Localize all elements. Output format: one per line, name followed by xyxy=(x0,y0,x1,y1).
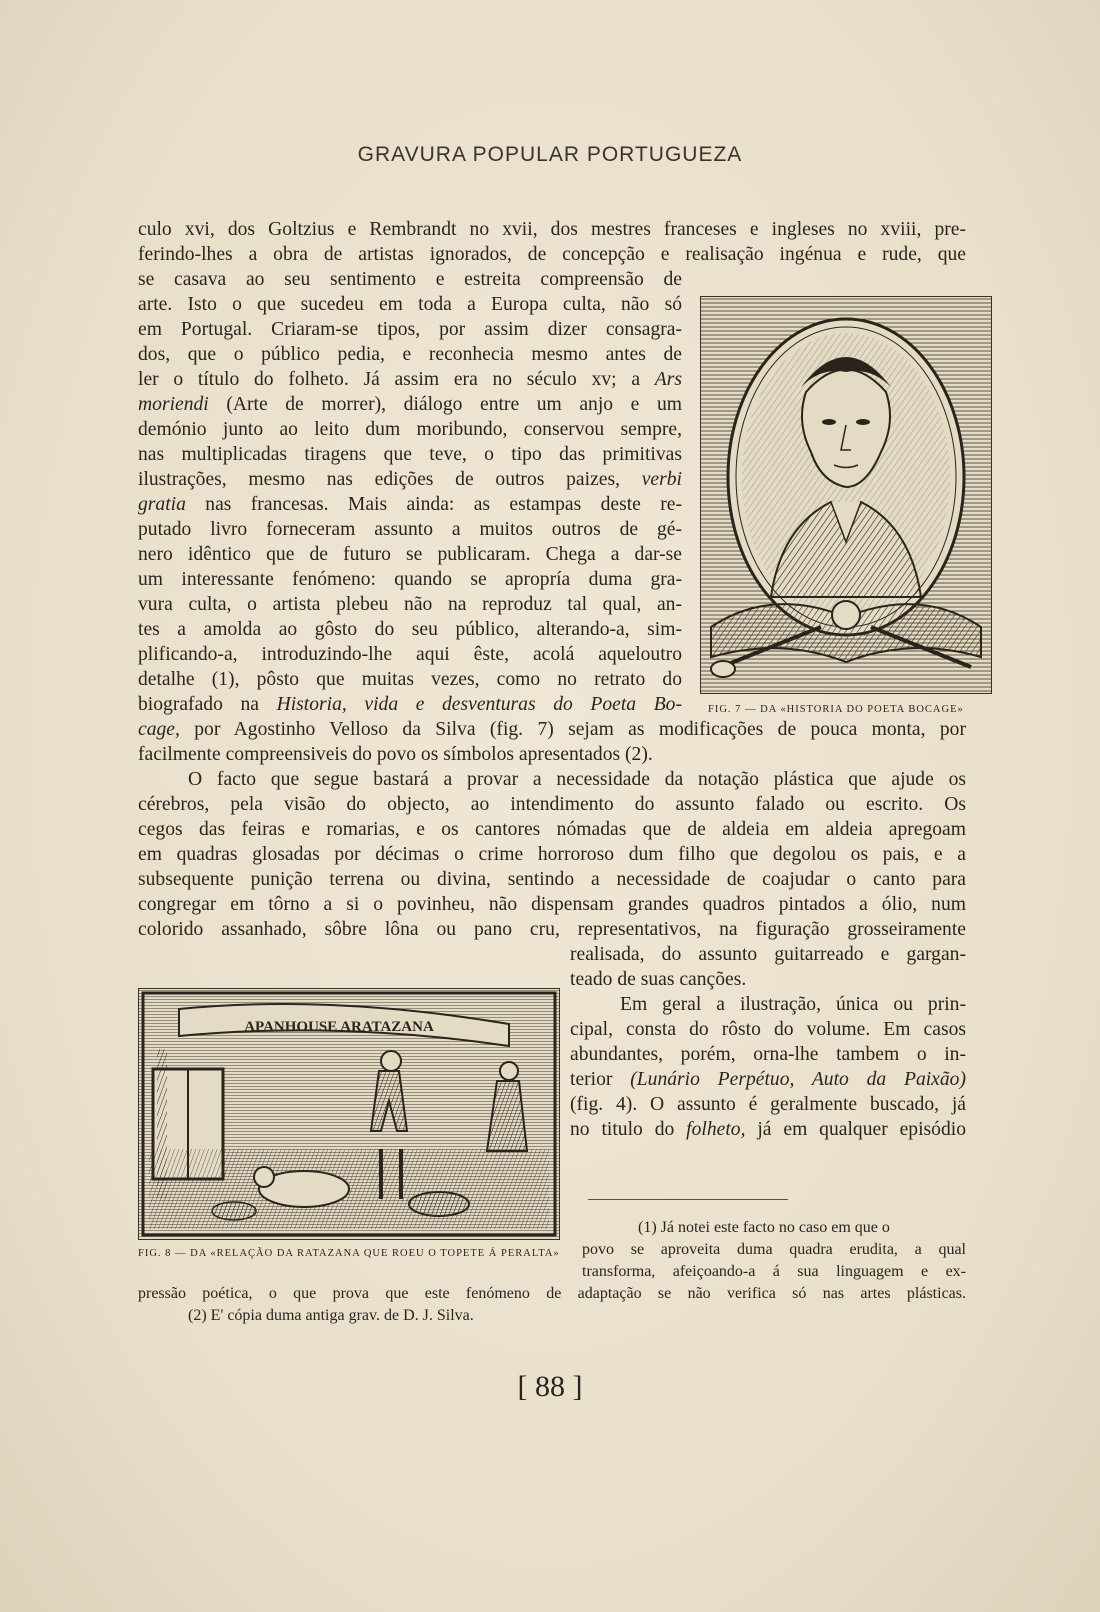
body-line: cérebros, pela visão do objecto, ao intendimento do assunto falado ou escrito. Os xyxy=(138,794,966,815)
footnote: pressão poética, o que prova que este fenómeno de adaptação se não verifica só nas artes plásticas. xyxy=(138,1285,966,1302)
body-line: colorido assanhado, sôbre lôna ou pano cru, representativos, na figuração grosseiramente xyxy=(138,919,966,940)
figure-8-caption: FIG. 8 — DA «RELAÇÃO DA RATAZANA QUE ROEU O TOPETE Á PERALTA» xyxy=(138,1248,560,1259)
body-line: cegos das feiras e romarias, e os cantores nómadas que de aldeia em aldeia apregoam xyxy=(138,819,966,840)
body-line: arte. Isto o que sucedeu em toda a Europa culta, não só xyxy=(138,294,682,315)
body-line: nero idêntico que de futuro se publicaram. Chega a dar-se xyxy=(138,544,682,565)
body-line: biografado na Historia, vida e desventuras do Poeta Bo- xyxy=(138,694,682,715)
ratazana-engraving xyxy=(138,988,560,1240)
body-line: nas multiplicadas tiragens que teve, o tipo das primitivas xyxy=(138,444,682,465)
page-number: [ 88 ] xyxy=(517,1370,583,1403)
figure-7-caption: FIG. 7 — DA «HISTORIA DO POETA BOCAGE» xyxy=(708,704,964,715)
body-line: culo xvi, dos Goltzius e Rembrandt no xvii, dos mestres franceses e ingleses no xviii, pre- xyxy=(138,219,966,240)
footnote: transforma, afeiçoando-a á sua linguagem e ex- xyxy=(582,1263,966,1280)
body-line: realisada, do assunto guitarreado e gargan- xyxy=(570,944,966,965)
body-line: cage, por Agostinho Velloso da Silva (fig. 7) sejam as modificações de pouca monta, por xyxy=(138,719,966,740)
body-line: moriendi (Arte de morrer), diálogo entre um anjo e um xyxy=(138,394,682,415)
body-line: gratia nas francesas. Mais ainda: as estampas deste re- xyxy=(138,494,682,515)
body-line: um interessante fenómeno: quando se apropría duma gra- xyxy=(138,569,682,590)
body-line: ilustrações, mesmo nas edições de outros paizes, verbi xyxy=(138,469,682,490)
footnote-rule xyxy=(588,1199,788,1200)
body-line: vura culta, o artista plebeu não na reproduz tal qual, an- xyxy=(138,594,682,615)
body-line: cipal, consta do rôsto do volume. Em casos xyxy=(570,1019,966,1040)
bocage-portrait-engraving xyxy=(700,296,992,694)
footnote: povo se aproveita duma quadra erudita, a qual xyxy=(582,1241,966,1258)
body-line: em quadras glosadas por décimas o crime horroroso dum filho que degolou os pais, e a xyxy=(138,844,966,865)
body-line: tes a amolda ao gôsto do seu público, alterando-a, sim- xyxy=(138,619,682,640)
body-line: (fig. 4). O assunto é geralmente buscado, já xyxy=(570,1094,966,1115)
banner-text: APANHOUSE ARATAZANA xyxy=(244,1019,434,1035)
body-line: subsequente punição terrena ou divina, sentindo a necessidade de coajudar o canto para xyxy=(138,869,966,890)
body-line: dos, que o público pedia, e reconhecia mesmo antes de xyxy=(138,344,682,365)
body-line: teado de suas canções. xyxy=(570,969,747,990)
body-line: terior (Lunário Perpétuo, Auto da Paixão) xyxy=(570,1069,966,1090)
body-line: em Portugal. Criaram-se tipos, por assim dizer consagra- xyxy=(138,319,682,340)
body-line: ferindo-lhes a obra de artistas ignorados, de concepção e realisação ingénua e rude, que xyxy=(138,244,966,265)
body-line: facilmente compreensiveis do povo os símbolos apresentados (2). xyxy=(138,744,653,765)
body-line: demónio junto ao leito dum moribundo, conservou sempre, xyxy=(138,419,682,440)
body-line: se casava ao seu sentimento e estreita compreensão de xyxy=(138,269,682,290)
footnote: (1) Já notei este facto no caso em que o xyxy=(638,1219,890,1236)
footnote: (2) E' cópia duma antiga grav. de D. J. Silva. xyxy=(188,1307,474,1324)
body-line: ler o título do folheto. Já assim era no século xv; a Ars xyxy=(138,369,682,390)
body-line: plificando-a, introduzindo-lhe aqui êste, acolá aqueloutro xyxy=(138,644,682,665)
body-line: Em geral a ilustração, única ou prin- xyxy=(620,994,966,1015)
body-line: no titulo do folheto, já em qualquer episódio xyxy=(570,1119,966,1140)
body-line: detalhe (1), pôsto que muitas vezes, como no retrato do xyxy=(138,669,682,690)
body-line: putado livro forneceram assunto a muitos outros de gé- xyxy=(138,519,682,540)
body-line: abundantes, porém, orna-lhe tambem o in- xyxy=(570,1044,966,1065)
running-head: GRAVURA POPULAR PORTUGUEZA xyxy=(357,143,743,166)
body-line: congregar em tôrno a si o povinheu, não dispensam grandes quadros pintados a ólio, num xyxy=(138,894,966,915)
body-line: O facto que segue bastará a provar a necessidade da notação plástica que ajude os xyxy=(188,769,966,790)
